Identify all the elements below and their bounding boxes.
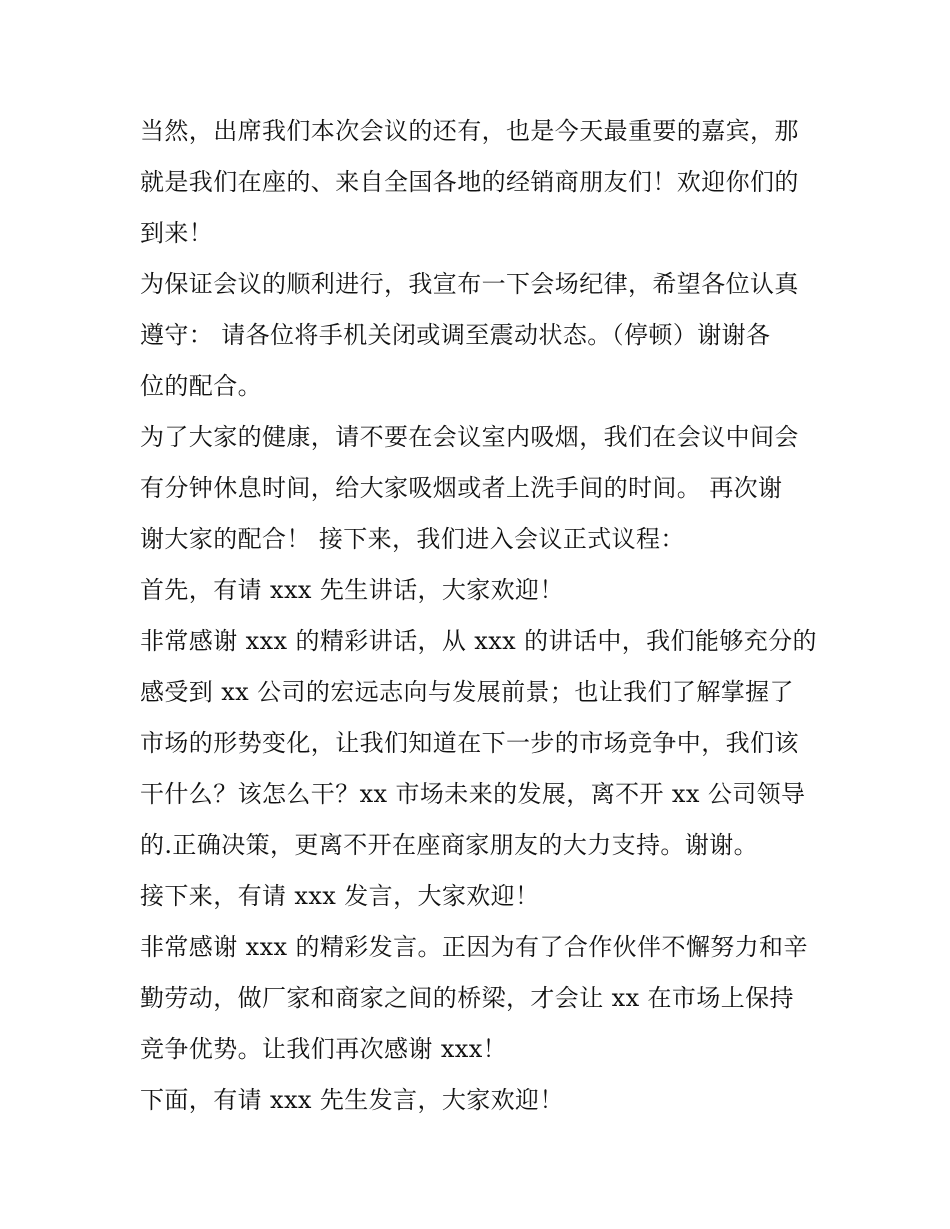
document-body (140, 106, 820, 1126)
paragraph-next-speaker (140, 1075, 820, 1126)
text-line: 位的配合。 (140, 372, 262, 400)
text-line: 就是我们在座的、来自全国各地的经销商朋友们！欢迎你们的 (140, 168, 799, 196)
text-line: 为保证会议的顺利进行，我宣布一下会场纪律，希望各位认真 (140, 270, 799, 298)
text-line: 下面，有请 xxx 先生发言，大家欢迎！ (140, 1086, 564, 1114)
paragraph-meeting-rules (140, 259, 820, 412)
text-line: 遵守： 请各位将手机关闭或调至震动状态。（停顿）谢谢各 (140, 321, 771, 349)
text-line: 干什么？该怎么干？xx 市场未来的发展，离不开 xx 公司领导 (140, 780, 806, 808)
paragraph-second-speaker (140, 871, 820, 922)
paragraph-first-speaker (140, 565, 820, 616)
paragraph-thanks-speech (140, 616, 820, 871)
text-line: 有分钟休息时间，给大家吸烟或者上洗手间的时间。 再次谢 (140, 474, 783, 502)
text-line: 当然，出席我们本次会议的还有，也是今天最重要的嘉宾，那 (140, 117, 799, 145)
text-line: 的.正确决策，更离不开在座商家朋友的大力支持。谢谢。 (140, 831, 759, 859)
text-line: 非常感谢 xxx 的精彩发言。正因为有了合作伙伴不懈努力和辛 (140, 933, 808, 961)
text-line: 首先，有请 xxx 先生讲话，大家欢迎！ (140, 576, 564, 604)
text-line: 接下来，有请 xxx 发言，大家欢迎！ (140, 882, 540, 910)
text-line: 勤劳动，做厂家和商家之间的桥梁，才会让 xx 在市场上保持 (140, 984, 794, 1012)
text-line: 为了大家的健康，请不要在会议室内吸烟，我们在会议中间会 (140, 423, 799, 451)
text-line: 竞争优势。让我们再次感谢 xxx！ (140, 1035, 508, 1063)
text-line: 谢大家的配合！ 接下来，我们进入会议正式议程： (140, 525, 685, 553)
paragraph-thanks-partners (140, 922, 820, 1075)
text-line: 市场的形势变化，让我们知道在下一步的市场竞争中，我们该 (140, 729, 799, 757)
text-line: 非常感谢 xxx 的精彩讲话，从 xxx 的讲话中，我们能够充分的 (140, 627, 817, 655)
paragraph-no-smoking (140, 412, 820, 565)
text-line: 感受到 xx 公司的宏远志向与发展前景；也让我们了解掌握了 (140, 678, 794, 706)
paragraph-welcome-dealers (140, 106, 820, 259)
text-line: 到来！ (140, 219, 214, 247)
